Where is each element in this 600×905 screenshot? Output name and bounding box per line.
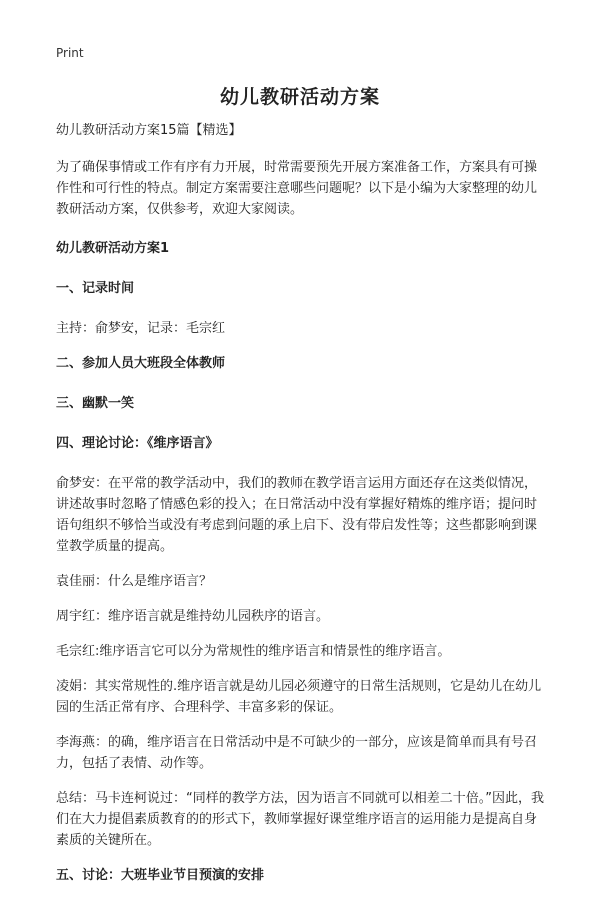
heading-theory-discussion: 四、理论讨论：《维序语言》 <box>56 436 219 451</box>
paragraph-yuan-jiali: 袁佳丽：什么是维序语言？ <box>56 574 213 589</box>
document-subtitle: 幼儿教研活动方案15篇【精选】 <box>56 123 242 138</box>
page-title: 幼儿教研活动方案 <box>219 86 380 108</box>
paragraph-summary: 总结：马卡连柯说过：“同样的教学方法，因为语言不同就可以相差二十倍。”因此，我们在大力提倡素质教育的的形式下，教师掌握好课堂维序语言的运用能力是提高自身素质的关键所在。 <box>56 791 544 848</box>
document-body <box>56 120 548 905</box>
section-title: 幼儿教研活动方案1 <box>56 241 170 256</box>
intro-paragraph: 为了确保事情或工作有序有力开展，时常需要预先开展方案准备工作，方案具有可操作性和可行性的特点。制定方案需要注意哪些问题呢？以下是小编为大家整理的幼儿教研活动方案，仅供参考，欢迎大家阅读。 <box>56 160 538 217</box>
print-link[interactable]: Print <box>56 46 84 60</box>
heading-humor: 三、幽默一笑 <box>56 396 135 411</box>
heading-graduation-program: 五、讨论：大班毕业节目预演的安排 <box>56 868 265 883</box>
host-recorder-line: 主持：俞梦安，记录：毛宗红 <box>56 321 226 336</box>
heading-participants: 二、参加人员大班段全体教师 <box>56 356 226 371</box>
paragraph-yu-mengan: 俞梦安：在平常的教学活动中，我们的教师在教学语言运用方面还存在这类似情况，讲述故事时忽略了情感色彩的投入；在日常活动中没有掌握好精炼的维序语；提问时语句组织不够恰当或没有考虑到问题的承上启下、没有带启发性等；这些都影响到课堂教学质量的提高。 <box>56 476 538 554</box>
paragraph-ling-juan: 凌娟：其实常规性的.维序语言就是幼儿园必须遵守的日常生活规则，它是幼儿在幼儿园的生活正常有序、合理科学、丰富多彩的保证。 <box>56 679 542 715</box>
paragraph-mao-zonghong: 毛宗红:维序语言它可以分为常规性的维序语言和情景性的维序语言。 <box>56 644 451 659</box>
paragraph-li-haiyan: 李海燕：的确，维序语言在日常活动中是不可缺少的一部分，应该是简单而具有号召力，包括了表情、动作等。 <box>56 735 538 771</box>
heading-record-time: 一、记录时间 <box>56 281 135 296</box>
paragraph-zhou-yuhong: 周宇红：维序语言就是维持幼儿园秩序的语言。 <box>56 609 330 624</box>
